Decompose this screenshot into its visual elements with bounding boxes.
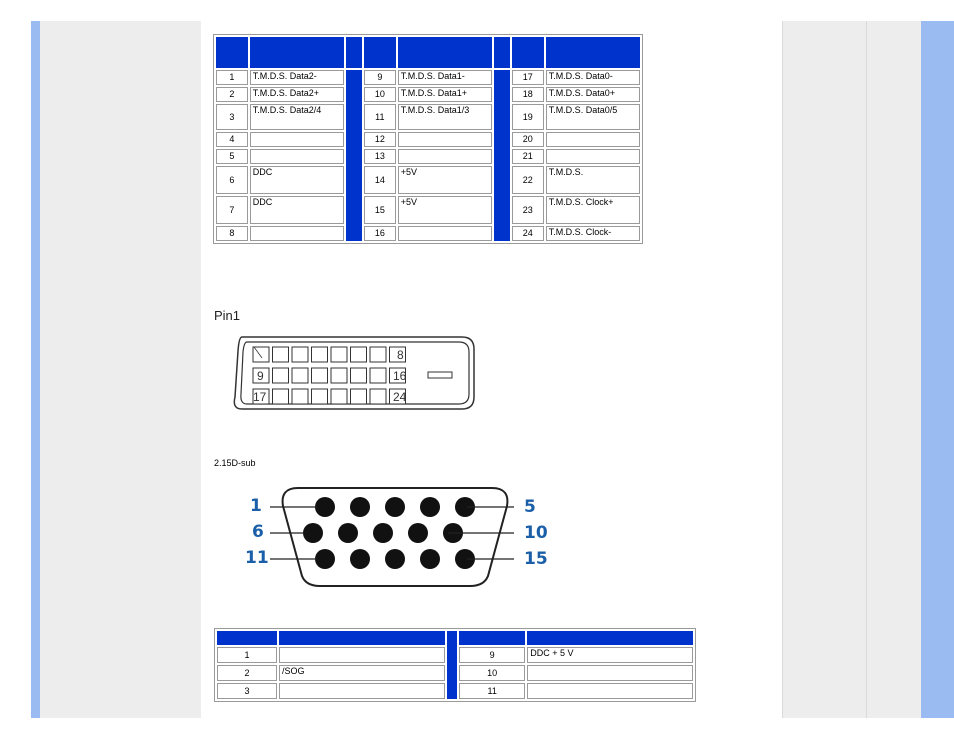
table-row	[216, 70, 640, 85]
pin-signal: +5V	[398, 196, 492, 224]
header-cell	[459, 631, 525, 645]
dvi-pin-cell	[292, 368, 308, 383]
vga-label-1: 1	[250, 496, 262, 516]
pin-number: 16	[364, 226, 396, 241]
dvi-pin-cell	[273, 347, 289, 362]
vga-pin-hole	[350, 497, 370, 517]
pin-number: 2	[216, 87, 248, 102]
vga-pin-hole	[385, 549, 405, 569]
pin-number: 1	[217, 647, 277, 663]
pin-number: 3	[217, 683, 277, 699]
pin-signal	[250, 132, 344, 147]
pin-signal: DDC	[250, 196, 344, 224]
pin-signal: T.M.D.S. Data0/5	[546, 104, 640, 130]
dvi-pin-cell	[331, 368, 347, 383]
vga-pin-hole	[350, 549, 370, 569]
vga-pin-hole	[303, 523, 323, 543]
pin-number: 23	[512, 196, 544, 224]
pin-signal: T.M.D.S.	[546, 166, 640, 194]
header-cell	[398, 37, 492, 68]
table-row	[216, 87, 640, 102]
pin-number: 13	[364, 149, 396, 164]
pin-number: 4	[216, 132, 248, 147]
pin-signal	[546, 132, 640, 147]
dvi-pin-cell	[312, 368, 328, 383]
right-accent-band	[921, 21, 954, 718]
pin1-label: Pin1	[214, 308, 241, 323]
vga-pin-hole	[338, 523, 358, 543]
pin-signal: T.M.D.S. Data1-	[398, 70, 492, 85]
pin-signal: T.M.D.S. Data0-	[546, 70, 640, 85]
dvi-label-17: 17	[253, 390, 267, 404]
table-row	[216, 226, 640, 241]
pin-number: 22	[512, 166, 544, 194]
vga-pin-hole	[315, 549, 335, 569]
column-separator	[346, 37, 362, 68]
pin-signal	[546, 149, 640, 164]
dvi-pin-cell	[351, 368, 367, 383]
right-gray-panel	[782, 21, 867, 718]
pin-signal	[398, 226, 492, 241]
pin-signal	[398, 149, 492, 164]
pin-signal	[527, 665, 693, 681]
header-cell	[527, 631, 693, 645]
vga-pin-hole	[420, 549, 440, 569]
pin-signal	[279, 647, 445, 663]
header-cell	[279, 631, 445, 645]
dvi-ground-blade	[428, 372, 452, 378]
dvi-label-16: 16	[393, 369, 407, 383]
pin-signal: T.M.D.S. Data2/4	[250, 104, 344, 130]
vga-pin-hole	[408, 523, 428, 543]
header-cell	[250, 37, 344, 68]
dvi-pin-cell	[370, 389, 386, 404]
pin-number: 17	[512, 70, 544, 85]
header-cell	[546, 37, 640, 68]
pin-signal: T.M.D.S. Data2-	[250, 70, 344, 85]
pin-number: 7	[216, 196, 248, 224]
pin-number: 9	[459, 647, 525, 663]
vga-connector-diagram	[230, 482, 560, 592]
vga-label-10: 10	[524, 523, 548, 543]
pin-number: 3	[216, 104, 248, 130]
dvi-pin-cell	[312, 347, 328, 362]
pin-signal: T.M.D.S. Data1+	[398, 87, 492, 102]
dvi-pin-cell	[292, 347, 308, 362]
dvi-pin-cell	[312, 389, 328, 404]
vga-label-11: 11	[245, 548, 269, 568]
dvi-pin-cell	[370, 347, 386, 362]
pin-signal: T.M.D.S. Clock+	[546, 196, 640, 224]
dvi-connector-diagram	[230, 325, 480, 417]
pin-signal	[279, 683, 445, 699]
vga-pin-hole	[373, 523, 393, 543]
dvi-pin-table	[213, 34, 643, 244]
column-separator	[346, 70, 362, 241]
pin-number: 6	[216, 166, 248, 194]
dvi-pin-cell	[273, 389, 289, 404]
pin-signal: T.M.D.S. Data0+	[546, 87, 640, 102]
right-gray-panel-2	[866, 21, 922, 718]
dvi-pin-cell	[351, 347, 367, 362]
vga-label-5: 5	[524, 497, 536, 517]
vga-section-caption: 2.15D-sub	[214, 458, 256, 468]
pin-signal: +5V	[398, 166, 492, 194]
pin-number: 11	[459, 683, 525, 699]
dvi-pin-cell	[331, 389, 347, 404]
table-row	[216, 196, 640, 224]
table-header-row	[216, 37, 640, 68]
vga-pin-hole	[315, 497, 335, 517]
dvi-pin-cell	[351, 389, 367, 404]
pin-signal	[250, 226, 344, 241]
dvi-label-24: 24	[393, 390, 407, 404]
pin-number: 10	[459, 665, 525, 681]
pin-number: 14	[364, 166, 396, 194]
table-row	[216, 149, 640, 164]
pin-number: 20	[512, 132, 544, 147]
dvi-label-8: 8	[397, 348, 404, 362]
pin-number: 19	[512, 104, 544, 130]
left-accent-band	[31, 21, 40, 718]
column-separator	[494, 37, 510, 68]
dvi-pin-cell	[292, 389, 308, 404]
pin-signal: DDC	[250, 166, 344, 194]
pin-number: 24	[512, 226, 544, 241]
pin-signal: T.M.D.S. Clock-	[546, 226, 640, 241]
header-cell	[216, 37, 248, 68]
pin-signal: T.M.D.S. Data2+	[250, 87, 344, 102]
pin-number: 15	[364, 196, 396, 224]
header-cell	[512, 37, 544, 68]
dvi-pin-cell	[273, 368, 289, 383]
vga-label-6: 6	[252, 522, 264, 542]
column-separator	[447, 631, 457, 699]
pin-number: 10	[364, 87, 396, 102]
pin-signal	[527, 683, 693, 699]
pin-number: 1	[216, 70, 248, 85]
table-row	[216, 166, 640, 194]
pin-signal: /SOG	[279, 665, 445, 681]
pin-signal: DDC + 5 V	[527, 647, 693, 663]
left-gray-panel	[40, 21, 201, 718]
vga-pin-hole	[420, 497, 440, 517]
vga-pin-hole	[385, 497, 405, 517]
column-separator	[494, 70, 510, 241]
vga-pin-table	[214, 628, 696, 702]
pin-signal	[398, 132, 492, 147]
dvi-pin-cell	[370, 368, 386, 383]
pin-number: 8	[216, 226, 248, 241]
vga-label-15: 15	[524, 549, 548, 569]
table-header-row	[217, 631, 693, 645]
table-row	[216, 104, 640, 130]
pin-number: 12	[364, 132, 396, 147]
table-row	[216, 132, 640, 147]
pin-number: 5	[216, 149, 248, 164]
pin-number: 18	[512, 87, 544, 102]
pin-number: 2	[217, 665, 277, 681]
dvi-label-9: 9	[257, 369, 264, 383]
pin-signal	[250, 149, 344, 164]
pin-signal: T.M.D.S. Data1/3	[398, 104, 492, 130]
pin-number: 21	[512, 149, 544, 164]
dvi-pin-cell	[331, 347, 347, 362]
pin-number: 11	[364, 104, 396, 130]
pin-number: 9	[364, 70, 396, 85]
header-cell	[364, 37, 396, 68]
header-cell	[217, 631, 277, 645]
